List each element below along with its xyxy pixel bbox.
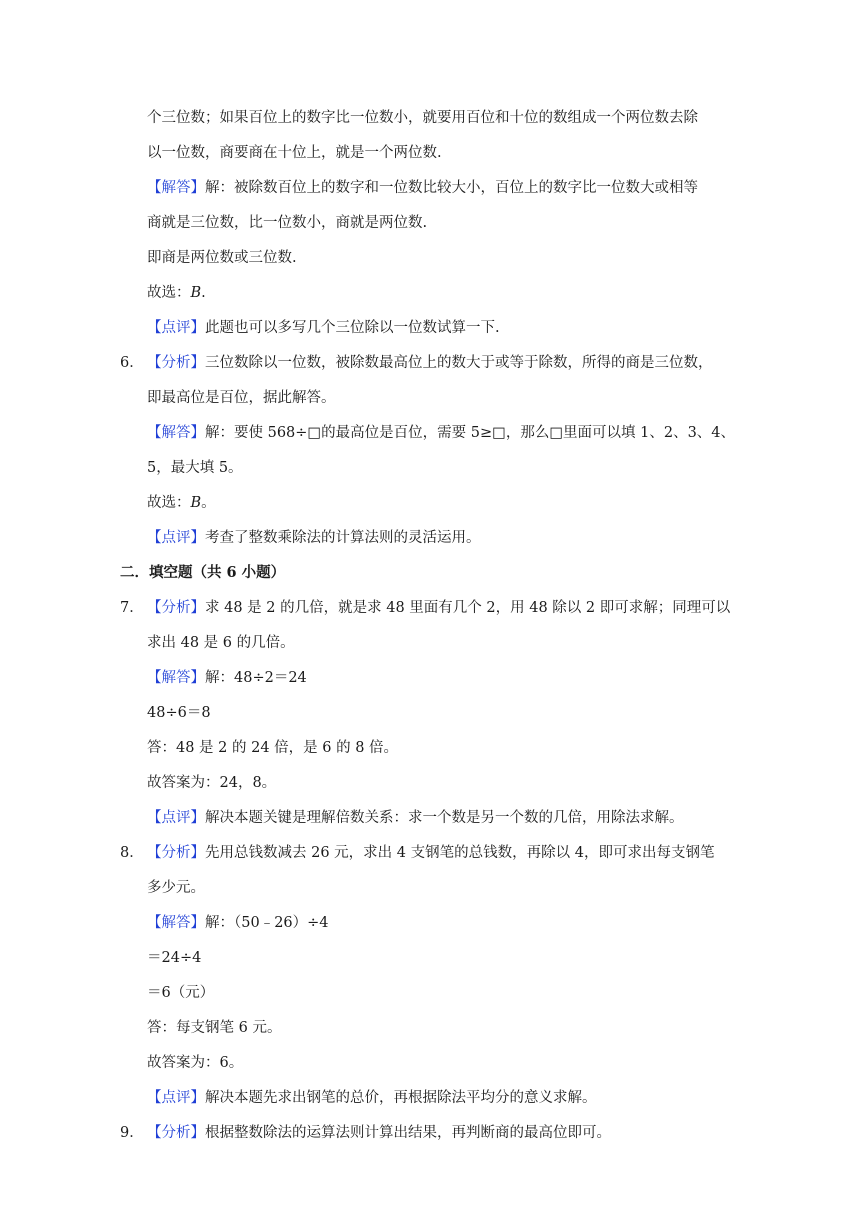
question-number: 9． <box>120 1125 144 1141</box>
answer-tag: 【解答】 <box>147 670 205 686</box>
choice-prefix: 故选： <box>147 495 191 511</box>
analysis-line <box>147 843 714 863</box>
text-line: 48÷6＝8 <box>147 705 211 721</box>
choice-letter: B <box>190 495 202 511</box>
review-tag: 【点评】 <box>147 530 205 546</box>
analysis-line <box>147 598 730 618</box>
text-line: 即商是两位数或三位数. <box>147 250 297 266</box>
analysis-tag: 【分析】 <box>147 600 205 616</box>
answer-line <box>147 913 329 933</box>
text-line: 故答案为：24，8。 <box>147 775 277 791</box>
review-text: 解决本题先求出钢笔的总价，再根据除法平均分的意义求解。 <box>205 1090 597 1106</box>
answer-text: 解：要使 568÷□的最高位是百位，需要 5≥□，那么□里面可以填 1、2、3、4、 <box>205 425 736 441</box>
analysis-text: 三位数除以一位数，被除数最高位上的数大于或等于除数，所得的商是三位数， <box>205 355 713 371</box>
analysis-line <box>147 353 713 373</box>
answer-line <box>147 668 307 688</box>
answer-text: 解：被除数百位上的数字和一位数比较大小，百位上的数字比一位数大或相等 <box>205 180 698 196</box>
review-line <box>147 808 684 828</box>
analysis-tag: 【分析】 <box>147 845 205 861</box>
answer-tag: 【解答】 <box>147 425 205 441</box>
review-line <box>147 318 500 338</box>
answer-tag: 【解答】 <box>147 915 205 931</box>
choice-suffix: 。 <box>201 495 216 511</box>
analysis-text: 求 48 是 2 的几倍，就是求 48 里面有几个 2，用 48 除以 2 即可求解；同理可以 <box>205 600 731 616</box>
choice-suffix: . <box>201 285 206 301</box>
review-text: 解决本题关键是理解倍数关系：求一个数是另一个数的几倍，用除法求解。 <box>205 810 684 826</box>
choice-letter: B <box>190 285 202 301</box>
choice-prefix: 故选： <box>147 285 191 301</box>
text-line: 求出 48 是 6 的几倍。 <box>147 635 295 651</box>
text-line: ＝6（元） <box>147 985 215 1001</box>
analysis-text: 根据整数除法的运算法则计算出结果，再判断商的最高位即可。 <box>205 1125 611 1141</box>
answer-line <box>147 423 735 443</box>
text-line: 答：每支钢笔 6 元。 <box>147 1020 282 1036</box>
review-tag: 【点评】 <box>147 810 205 826</box>
answer-text: 解：（50﹣26）÷4 <box>205 915 329 931</box>
analysis-text: 先用总钱数减去 26 元，求出 4 支钢笔的总钱数，再除以 4，即可求出每支钢笔 <box>205 845 715 861</box>
review-line <box>147 1088 597 1108</box>
text-line: 5，最大填 5。 <box>147 460 243 476</box>
analysis-tag: 【分析】 <box>147 1125 205 1141</box>
question-number: 8． <box>120 845 144 861</box>
section-heading: 二．填空题（共 6 小题） <box>120 564 286 581</box>
review-text: 此题也可以多写几个三位除以一位数试算一下. <box>205 320 500 336</box>
answer-tag: 【解答】 <box>147 180 205 196</box>
text-line: 以一位数，商要商在十位上，就是一个两位数. <box>147 145 442 161</box>
review-text: 考查了整数乘除法的计算法则的灵活运用。 <box>205 530 481 546</box>
review-line <box>147 528 481 548</box>
text-line: ＝24÷4 <box>147 950 202 966</box>
analysis-tag: 【分析】 <box>147 355 205 371</box>
question-number: 6． <box>120 355 144 371</box>
choice-line <box>147 493 216 513</box>
text-line: 即最高位是百位，据此解答。 <box>147 390 336 406</box>
answer-text: 解：48÷2＝24 <box>205 670 307 686</box>
choice-line <box>147 283 206 303</box>
question-number: 7． <box>120 600 144 616</box>
text-line: 答：48 是 2 的 24 倍，是 6 的 8 倍。 <box>147 740 399 756</box>
text-line: 多少元。 <box>147 880 205 896</box>
review-tag: 【点评】 <box>147 320 205 336</box>
analysis-line <box>147 1123 611 1143</box>
text-line: 个三位数；如果百位上的数字比一位数小，就要用百位和十位的数组成一个两位数去除 <box>147 110 698 126</box>
text-line: 故答案为：6。 <box>147 1055 244 1071</box>
answer-line <box>147 178 698 198</box>
review-tag: 【点评】 <box>147 1090 205 1106</box>
text-line: 商就是三位数，比一位数小，商就是两位数. <box>147 215 428 231</box>
